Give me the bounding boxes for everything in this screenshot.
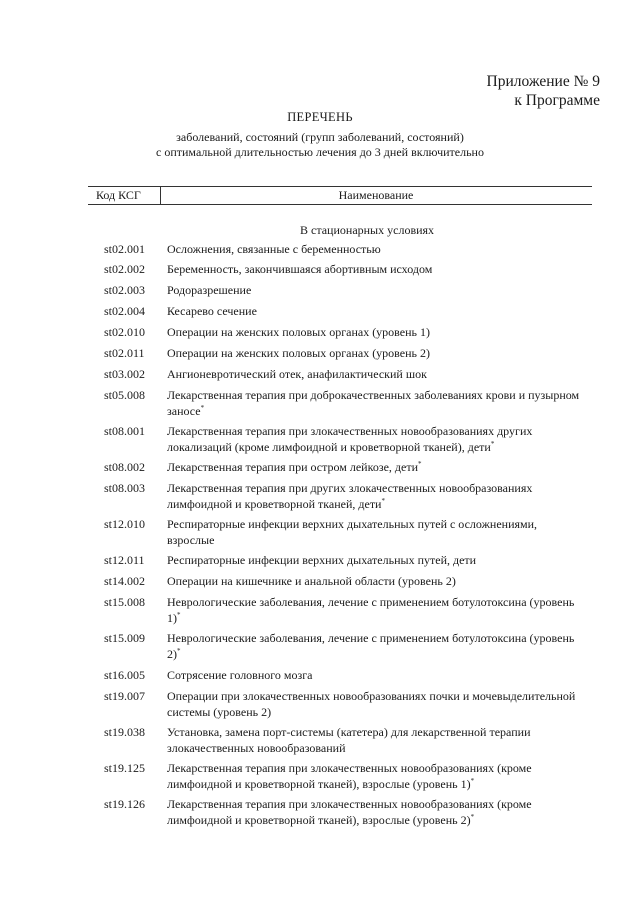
column-header-name: Наименование — [338, 188, 414, 202]
row-code: st02.004 — [104, 304, 146, 318]
row-name — [167, 631, 587, 662]
row-name-text: Респираторные инфекции верхних дыхательных путей с осложнениями, взрослые — [167, 517, 538, 547]
row-code: st08.001 — [104, 424, 146, 438]
row-code: st08.003 — [104, 481, 146, 495]
row-name — [167, 797, 587, 828]
row-name-text: Операции на кишечнике и анальной области (уровень 2) — [167, 574, 456, 588]
row-code: st16.005 — [104, 668, 146, 682]
row-name-text: Ангионевротический отек, анафилактический шок — [167, 367, 427, 381]
row-name — [167, 481, 587, 512]
footnote-mark: * — [177, 610, 181, 619]
footnote-mark: * — [381, 496, 385, 505]
subtitle-line-1: заболеваний, состояний (групп заболеваний, состояний) — [176, 130, 464, 144]
row-name-text: Неврологические заболевания, лечение с применением ботулотоксина (уровень 1) — [167, 595, 575, 625]
row-name — [167, 517, 587, 548]
row-name-text: Кесарево сечение — [167, 304, 257, 318]
row-name — [167, 761, 587, 792]
appendix-header — [487, 72, 600, 110]
row-name — [167, 304, 587, 320]
row-name — [167, 668, 587, 684]
footnote-mark: * — [470, 776, 475, 785]
row-name-text: Установка, замена порт-системы (катетера) для лекарственной терапии злокачественных новообразований — [167, 725, 531, 755]
row-name-text: Лекарственная терапия при злокачественных новообразованиях других локализаций (кроме лимфоидной и кроветворной тканей), дети — [167, 424, 533, 454]
row-code: st19.126 — [104, 797, 146, 811]
row-name-text: Операции на женских половых органах (уровень 1) — [167, 325, 430, 339]
row-name — [167, 574, 587, 590]
row-code: st19.038 — [104, 725, 146, 739]
column-header-code: Код КСГ — [96, 188, 141, 202]
document-title: ПЕРЕЧЕНЬ — [287, 110, 353, 124]
row-code: st05.008 — [104, 388, 146, 402]
row-name — [167, 346, 587, 362]
row-name-text: Осложнения, связанные с беременностью — [167, 242, 381, 256]
row-name — [167, 460, 587, 476]
row-name-text: Беременность, закончившаяся абортивным исходом — [167, 262, 433, 276]
row-name-text: Операции на женских половых органах (уровень 2) — [167, 346, 430, 360]
row-name-text: Лекарственная терапия при остром лейкозе, дети — [167, 460, 418, 474]
row-code: st02.003 — [104, 283, 146, 297]
row-code: st15.008 — [104, 595, 146, 609]
row-name — [167, 553, 587, 569]
row-code: st19.007 — [104, 689, 146, 703]
row-name — [167, 367, 587, 383]
row-code: st12.010 — [104, 517, 146, 531]
row-code: st02.002 — [104, 262, 146, 276]
document-subtitle — [0, 130, 640, 160]
row-name — [167, 325, 587, 341]
row-code: st19.125 — [104, 761, 146, 775]
footnote-mark: * — [177, 646, 181, 655]
footnote-mark: * — [418, 460, 422, 468]
row-name — [167, 689, 587, 720]
appendix-line-2: к Программе — [514, 92, 600, 109]
row-name-text: Лекарственная терапия при доброкачественных заболеваниях крови и пузырном заносе — [167, 388, 580, 418]
row-code: st03.002 — [104, 367, 146, 381]
row-name-text: Лекарственная терапия при других злокачественных новообразованиях лимфоидной и кроветворной тканей, дети — [167, 481, 533, 511]
section-heading: В стационарных условиях — [300, 223, 435, 237]
row-code: st08.002 — [104, 460, 146, 474]
row-name-text: Лекарственная терапия при злокачественных новообразованиях (кроме лимфоидной и кроветворной тканей), взрослые (уровень 1) — [167, 761, 532, 791]
row-code: st15.009 — [104, 631, 146, 645]
row-code: st02.010 — [104, 325, 146, 339]
row-name — [167, 283, 587, 299]
row-code: st12.011 — [104, 553, 145, 567]
row-name-text: Неврологические заболевания, лечение с применением ботулотоксина (уровень 2) — [167, 631, 575, 661]
row-name — [167, 595, 587, 626]
table-header-top-rule — [88, 186, 592, 187]
subtitle-line-2: с оптимальной длительностью лечения до 3 дней включительно — [156, 145, 484, 159]
table-header-bottom-rule — [88, 204, 592, 205]
row-name-text: Респираторные инфекции верхних дыхательных путей, дети — [167, 553, 477, 567]
row-code: st14.002 — [104, 574, 146, 588]
row-code: st02.001 — [104, 242, 146, 256]
row-name-text: Родоразрешение — [167, 283, 252, 297]
row-name-text: Сотрясение головного мозга — [167, 668, 313, 682]
row-name-text: Лекарственная терапия при злокачественных новообразованиях (кроме лимфоидной и кроветворной тканей), взрослые (уровень 2) — [167, 797, 532, 827]
row-name-text: Операции при злокачественных новообразованиях почки и мочевыделительной системы (уровень 2) — [167, 689, 576, 719]
appendix-line-1: Приложение № 9 — [486, 73, 600, 90]
row-name — [167, 242, 587, 258]
row-code: st02.011 — [104, 346, 145, 360]
row-name — [167, 388, 587, 419]
row-name — [167, 725, 587, 756]
footnote-mark: * — [200, 403, 205, 412]
footnote-mark: * — [490, 439, 495, 448]
row-name — [167, 424, 587, 455]
footnote-mark: * — [470, 812, 475, 821]
row-name — [167, 262, 587, 278]
